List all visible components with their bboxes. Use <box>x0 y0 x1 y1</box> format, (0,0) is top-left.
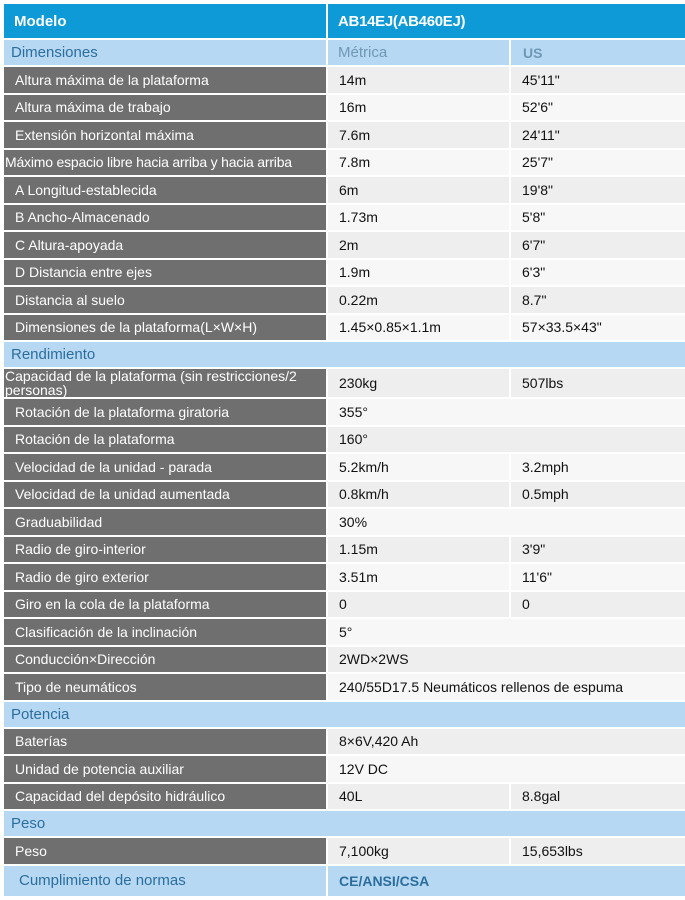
row-label: Distancia al suelo <box>4 287 328 315</box>
row-metric: 40L <box>328 784 511 812</box>
row-value: 160° <box>328 427 685 455</box>
row-label: B Ancho-Almacenado <box>4 205 328 233</box>
row-label: Baterías <box>4 729 328 757</box>
row-label: Graduabilidad <box>4 509 328 537</box>
row-metric: 3.51m <box>328 564 511 592</box>
section-title: Rendimiento <box>4 342 685 369</box>
row-label: Máximo espacio libre hacia arriba y hacia arriba <box>4 150 328 178</box>
footer-row <box>4 866 685 898</box>
row-metric: 1.45×0.85×1.1m <box>328 315 511 343</box>
table-row <box>4 150 685 178</box>
table-row <box>4 427 685 455</box>
row-metric: 0 <box>328 592 511 620</box>
footer-label: Cumplimiento de normas <box>4 866 328 898</box>
header-label: Modelo <box>4 4 328 40</box>
row-value: 30% <box>328 509 685 537</box>
row-us: 0.5mph <box>511 482 685 510</box>
row-us: 507lbs <box>511 369 685 399</box>
row-metric: 1.73m <box>328 205 511 233</box>
section-peso <box>4 811 685 838</box>
row-us: 6'7" <box>511 232 685 260</box>
row-us: 3'9" <box>511 537 685 565</box>
spec-table-container <box>4 4 685 898</box>
table-row <box>4 838 685 866</box>
row-value: 355° <box>328 399 685 427</box>
header-row <box>4 4 685 40</box>
row-us: 3.2mph <box>511 454 685 482</box>
table-row <box>4 454 685 482</box>
table-row <box>4 729 685 757</box>
table-row <box>4 122 685 150</box>
row-label: Conducción×Dirección <box>4 647 328 675</box>
row-value: 8×6V,420 Ah <box>328 729 685 757</box>
column-us-header: US <box>511 40 685 67</box>
row-us: 8.8gal <box>511 784 685 812</box>
table-row <box>4 592 685 620</box>
row-value: 12V DC <box>328 756 685 784</box>
row-us: 45'11" <box>511 67 685 95</box>
table-row <box>4 287 685 315</box>
row-metric: 230kg <box>328 369 511 399</box>
row-label: Altura máxima de la plataforma <box>4 67 328 95</box>
table-row <box>4 509 685 537</box>
row-us: 52'6" <box>511 95 685 123</box>
row-metric: 16m <box>328 95 511 123</box>
row-value: 2WD×2WS <box>328 647 685 675</box>
table-row <box>4 619 685 647</box>
row-us: 8.7" <box>511 287 685 315</box>
row-label: Giro en la cola de la plataforma <box>4 592 328 620</box>
footer-value: CE/ANSI/CSA <box>328 866 685 898</box>
table-row <box>4 482 685 510</box>
row-metric: 1.9m <box>328 260 511 288</box>
table-row <box>4 537 685 565</box>
row-label: C Altura-apoyada <box>4 232 328 260</box>
spec-table <box>4 4 685 898</box>
row-us: 19'8" <box>511 177 685 205</box>
table-row <box>4 95 685 123</box>
row-us: 5'8" <box>511 205 685 233</box>
row-metric: 6m <box>328 177 511 205</box>
row-label: Capacidad de la plataforma (sin restricciones/2 personas) <box>4 369 328 399</box>
row-metric: 5.2km/h <box>328 454 511 482</box>
row-metric: 7,100kg <box>328 838 511 866</box>
table-row <box>4 647 685 675</box>
table-row <box>4 232 685 260</box>
row-us: 0 <box>511 592 685 620</box>
section-title: Potencia <box>4 702 685 729</box>
row-label: Dimensiones de la plataforma(L×W×H) <box>4 315 328 343</box>
row-label: Velocidad de la unidad aumentada <box>4 482 328 510</box>
table-row <box>4 756 685 784</box>
row-us: 25'7" <box>511 150 685 178</box>
row-label: D Distancia entre ejes <box>4 260 328 288</box>
row-metric: 1.15m <box>328 537 511 565</box>
header-model: AB14EJ(AB460EJ) <box>328 4 685 40</box>
row-label: Unidad de potencia auxiliar <box>4 756 328 784</box>
row-label: Extensión horizontal máxima <box>4 122 328 150</box>
row-value: 240/55D17.5 Neumáticos rellenos de espuma <box>328 674 685 702</box>
table-row <box>4 67 685 95</box>
section-dimensiones <box>4 40 685 67</box>
row-label: Rotación de la plataforma giratoria <box>4 399 328 427</box>
row-label: Altura máxima de trabajo <box>4 95 328 123</box>
section-title: Dimensiones <box>4 40 328 67</box>
section-rendimiento <box>4 342 685 369</box>
table-row <box>4 369 685 399</box>
row-metric: 0.8km/h <box>328 482 511 510</box>
table-row <box>4 177 685 205</box>
row-label: Capacidad del depósito hidráulico <box>4 784 328 812</box>
row-us: 11'6" <box>511 564 685 592</box>
table-row <box>4 784 685 812</box>
row-metric: 7.8m <box>328 150 511 178</box>
row-us: 24'11" <box>511 122 685 150</box>
row-label: Radio de giro-interior <box>4 537 328 565</box>
row-label: Clasificación de la inclinación <box>4 619 328 647</box>
row-metric: 2m <box>328 232 511 260</box>
row-metric: 7.6m <box>328 122 511 150</box>
table-row <box>4 564 685 592</box>
section-title: Peso <box>4 811 685 838</box>
row-metric: 14m <box>328 67 511 95</box>
row-label: Tipo de neumáticos <box>4 674 328 702</box>
section-potencia <box>4 702 685 729</box>
row-label: Rotación de la plataforma <box>4 427 328 455</box>
row-value: 5° <box>328 619 685 647</box>
row-us: 15,653lbs <box>511 838 685 866</box>
column-metric-header: Métrica <box>328 40 511 67</box>
row-label: Peso <box>4 838 328 866</box>
table-row <box>4 260 685 288</box>
table-row <box>4 205 685 233</box>
row-label: A Longitud-establecida <box>4 177 328 205</box>
table-row <box>4 399 685 427</box>
row-us: 57×33.5×43" <box>511 315 685 343</box>
table-row <box>4 315 685 343</box>
row-us: 6'3" <box>511 260 685 288</box>
row-label: Radio de giro exterior <box>4 564 328 592</box>
table-row <box>4 674 685 702</box>
row-label: Velocidad de la unidad - parada <box>4 454 328 482</box>
row-metric: 0.22m <box>328 287 511 315</box>
